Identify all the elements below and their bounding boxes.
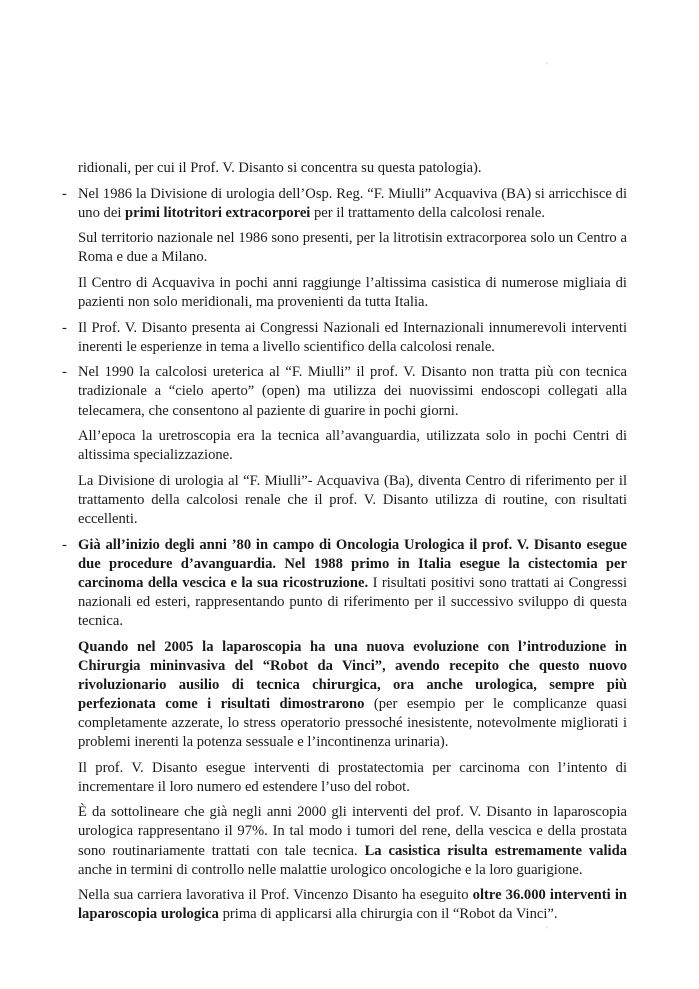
bullet-dash: - xyxy=(62,185,67,202)
bullet-dash: - xyxy=(62,364,67,381)
paragraph xyxy=(62,638,627,753)
text-run: per il trattamento della calcolosi renale. xyxy=(310,204,545,221)
text-run: Nel 1986 la Divisione di urologia dell’Osp. Reg. “F. Miulli” Acquaviva (BA) si arricchisce di uno dei xyxy=(78,185,627,221)
bold-text: La casistica risulta estremamente valida xyxy=(364,842,627,859)
text-run: Nella sua carriera lavorativa il Prof. Vincenzo Disanto ha eseguito xyxy=(78,887,473,904)
bullet-paragraph xyxy=(62,536,627,631)
text-run: Il prof. V. Disanto esegue interventi di prostatectomia per carcinoma con l’intento di incrementare il loro numero ed estendere l’uso del robot. xyxy=(78,759,627,795)
text-run: (per esempio per le complicanze quasi completamente azzerate, lo stress operatorio pressoché inesistente, notevolmente migliorati i problemi inerenti la potenza sessuale e l’incontinenza urinaria). xyxy=(78,695,627,751)
body-text xyxy=(62,159,627,931)
bullet-dash: - xyxy=(62,536,67,553)
text-run: Sul territorio nazionale nel 1986 sono presenti, per la litrotisin extracorporea solo un Centro a Roma e due a Milano. xyxy=(78,230,627,266)
bullet-paragraph xyxy=(62,363,627,420)
text-run: Nel 1990 la calcolosi ureterica al “F. Miulli” il prof. V. Disanto non tratta più con tecnica tradizionale a “cielo aperto” (open) ma utilizza dei nuovissimi endoscopi collegati alla telecamera, che consentono al paziente di guarire in pochi giorni. xyxy=(78,364,627,419)
paragraph xyxy=(62,886,627,924)
text-run: prima di applicarsi alla chirurgia con il “Robot da Vinci”. xyxy=(218,906,558,923)
bullet-paragraph xyxy=(62,319,627,357)
bold-text: oltre 36.000 interventi in laparoscopia urologica xyxy=(78,887,627,923)
crop-mark-top: ' xyxy=(546,61,548,71)
bold-text: primi litotritori extracorporei xyxy=(125,204,311,221)
paragraph xyxy=(62,159,627,178)
text-run: I risultati positivi sono trattati ai Congressi nazionali ed esteri, rappresentando punto di riferimento per il successivo sviluppo di questa tecnica. xyxy=(78,574,627,629)
text-run: All’epoca la uretroscopia era la tecnica all’avanguardia, utilizzata solo in pochi Centri di altissima specializzazione. xyxy=(78,428,627,464)
text-run: È da sottolineare che già negli anni 2000 gli interventi del prof. V. Disanto in laparoscopia urologica rappresentano il 97%. In tal modo i tumori del rene, della vescica e della prostata sono routinariamente trattati con tale tecnica. xyxy=(78,804,627,859)
paragraph xyxy=(62,803,627,879)
text-run: Il Prof. V. Disanto presenta ai Congressi Nazionali ed Internazionali innumerevoli interventi inerenti le esperienze in tema a livello scientifico della calcolosi renale. xyxy=(78,319,627,355)
bullet-paragraph xyxy=(62,185,627,223)
paragraph xyxy=(62,274,627,312)
text-run: anche in termini di controllo nelle malattie urologico oncologiche e la loro guarigione. xyxy=(78,861,583,878)
paragraph xyxy=(62,229,627,267)
text-run: La Divisione di urologia al “F. Miulli”- Acquaviva (Ba), diventa Centro di riferimento per il trattamento della calcolosi renale che il prof. V. Disanto utilizza di routine, con risultati eccellenti. xyxy=(78,472,627,527)
text-run: Il Centro di Acquaviva in pochi anni raggiunge l’altissima casistica di numerose migliaia di pazienti non solo meridionali, ma provenienti da tutta Italia. xyxy=(78,274,627,311)
crop-mark-bottom: ' xyxy=(546,925,548,935)
paragraph xyxy=(62,427,627,465)
bold-text: Già all’inizio degli anni ’80 in campo di Oncologia Urologica il prof. V. Disanto esegue due procedure d’avanguardia. Nel 1988 primo in Italia esegue la cistectomia per carcinoma della vescica e la sua ricostruzione. xyxy=(78,536,627,591)
bullet-dash: - xyxy=(62,319,67,336)
bold-text: Quando nel 2005 la laparoscopia ha una nuova evoluzione con l’introduzione in Chirurgia mininvasiva del “Robot da Vinci”, avendo recepito che questo nuovo rivoluzionario ausilio di tecnica chirurgica, ora anche urologica, sempre più perfezionata come i risultati dimostrarono xyxy=(78,638,627,712)
paragraph xyxy=(62,759,627,797)
paragraph xyxy=(62,472,627,529)
text-run: ridionali, per cui il Prof. V. Disanto si concentra su questa patologia). xyxy=(78,160,482,176)
